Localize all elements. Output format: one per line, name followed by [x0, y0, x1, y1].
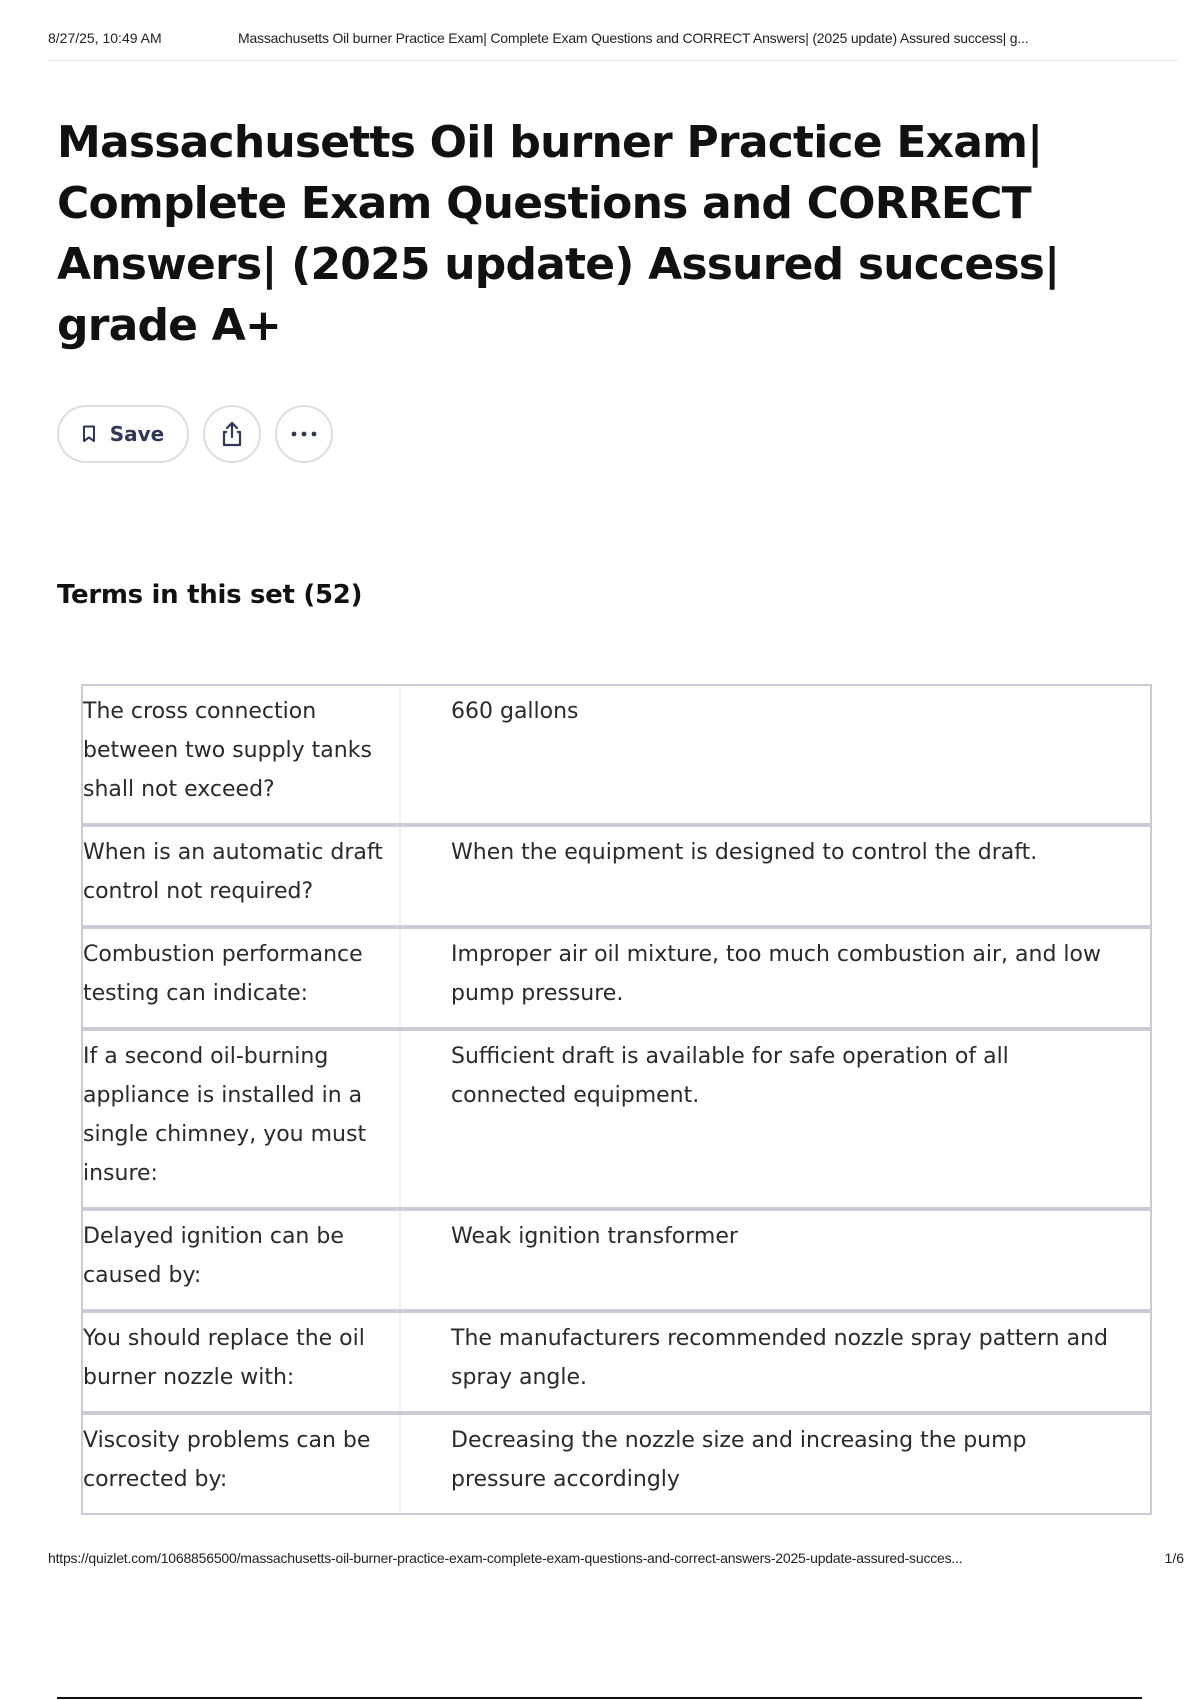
share-icon [220, 421, 244, 447]
definition-text: Decreasing the nozzle size and increasing the pump pressure accordingly [451, 1428, 1027, 1492]
print-url: https://quizlet.com/1068856500/massachusetts-oil-burner-practice-exam-complete-exam-questions-and-correct-answers-2025-update-assured-succes... [48, 1550, 963, 1566]
term-row [81, 1029, 1152, 1209]
term-row [81, 1311, 1152, 1413]
definition-text: 660 gallons [451, 699, 579, 724]
set-title: Massachusetts Oil burner Practice Exam| Complete Exam Questions and CORRECT Answers| (2025 update) Assured success| grade A+ [57, 117, 1060, 351]
definition-text: Weak ignition transformer [451, 1224, 738, 1249]
term-text: The cross connection between two supply tanks shall not exceed? [83, 686, 401, 823]
page-number: 1/6 [1164, 1550, 1184, 1566]
term-row [81, 1413, 1152, 1515]
term-text: Delayed ignition can be caused by: [83, 1211, 401, 1309]
page-divider [57, 1697, 1142, 1699]
save-button-label: Save [109, 422, 165, 446]
definition-text: Improper air oil mixture, too much combustion air, and low pump pressure. [451, 942, 1101, 1006]
term-row [81, 825, 1152, 927]
print-document-title: Massachusetts Oil burner Practice Exam| Complete Exam Questions and CORRECT Answers| (2025 update) Assured success| g... [238, 30, 1029, 46]
term-row [81, 927, 1152, 1029]
definition-text: When the equipment is designed to control the draft. [451, 840, 1038, 865]
terms-list [81, 684, 1152, 1515]
term-text: Viscosity problems can be corrected by: [83, 1415, 401, 1513]
more-options-button[interactable] [275, 405, 333, 463]
print-datetime: 8/27/25, 10:49 AM [48, 30, 162, 46]
term-text: When is an automatic draft control not required? [83, 827, 401, 925]
print-header [48, 30, 1178, 61]
term-row [81, 1209, 1152, 1311]
term-row [81, 684, 1152, 825]
terms-heading: Terms in this set (52) [57, 580, 363, 610]
definition-text: The manufacturers recommended nozzle spray pattern and spray angle. [451, 1326, 1108, 1390]
term-text: You should replace the oil burner nozzle with: [83, 1313, 401, 1411]
more-icon [291, 431, 317, 437]
term-text: If a second oil-burning appliance is installed in a single chimney, you must insure: [83, 1031, 401, 1207]
definition-text: Sufficient draft is available for safe operation of all connected equipment. [451, 1044, 1009, 1108]
bookmark-icon [82, 425, 96, 443]
save-button[interactable] [57, 405, 189, 463]
share-button[interactable] [203, 405, 261, 463]
print-footer [48, 1550, 1184, 1566]
term-text: Combustion performance testing can indicate: [83, 929, 401, 1027]
set-actions [57, 405, 333, 463]
